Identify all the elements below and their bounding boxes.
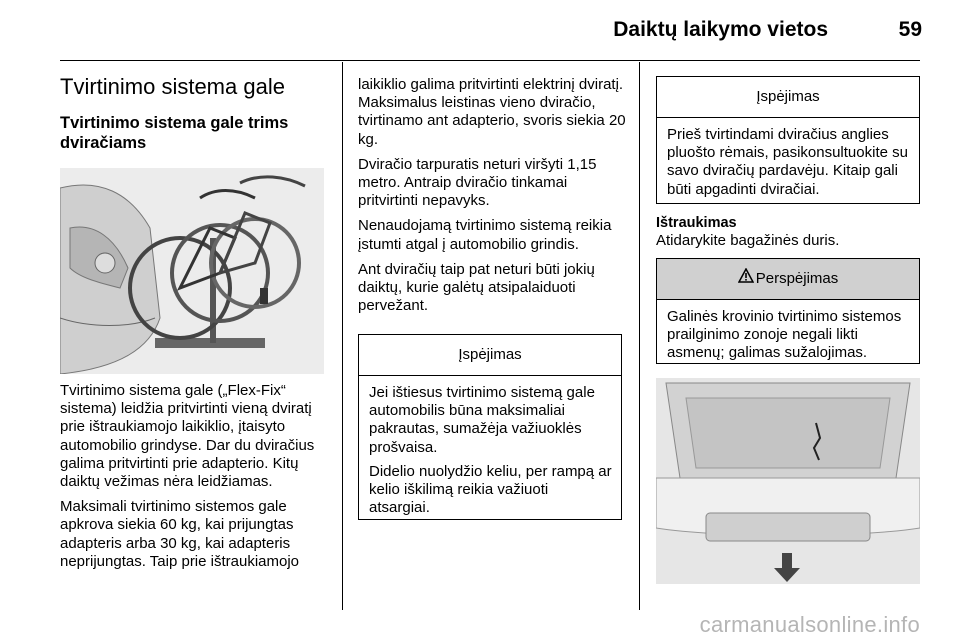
extension-section bbox=[656, 214, 920, 250]
paragraph: Jei ištiesus tvirtinimo sistemą gale automobilis būna maksimaliai pakrautas, sumažėja važiuoklės prošvaisa. bbox=[369, 384, 595, 456]
paragraph: Maksimali tvirtinimo sistemos gale apkrova siekia 60 kg, kai prijungtas adapteris arba 30 kg, kai adapteris neprijungtas. Taip prie ištraukiamojo bbox=[60, 498, 300, 570]
notice-body bbox=[359, 376, 621, 529]
notice-box-clearance bbox=[358, 334, 622, 520]
subsection-title: Tvirtinimo sistema gale trims dviračiams bbox=[60, 114, 289, 152]
extension-text: Atidarykite bagažinės duris. bbox=[656, 232, 840, 250]
paragraph: Prieš tvirtindami dviračius anglies pluošto rėmais, pasikonsultuokite su savo dviračių pardavėju. Kitaip gali būti apgadinti dviračiai. bbox=[667, 126, 908, 198]
paragraph: Ant dviračių taip pat neturi būti jokių daiktų, kurie galėtų atsipalaiduoti pervežant. bbox=[358, 260, 595, 315]
intro-text bbox=[60, 382, 330, 578]
running-header-title: Daiktų laikymo vietos bbox=[613, 18, 828, 41]
trunk-illustration bbox=[656, 378, 920, 584]
notice-box-carbon bbox=[656, 76, 920, 204]
section-title: Tvirtinimo sistema gale bbox=[60, 74, 285, 99]
column-divider-1 bbox=[342, 62, 343, 610]
bike-carrier-illustration bbox=[60, 168, 324, 374]
notice-title: Įspėjimas bbox=[657, 77, 919, 118]
warning-box bbox=[656, 258, 920, 364]
warning-header bbox=[657, 259, 919, 300]
paragraph: Dviračio tarpuratis neturi viršyti 1,15 metro. Antraip dviračio tinkamai pritvirtinti nepavyks. bbox=[358, 155, 597, 210]
extension-subtitle: Ištraukimas bbox=[656, 215, 737, 231]
paragraph: Tvirtinimo sistema gale („Flex-Fix“ sistema) leidžia pritvirtinti vieną dviratį prie ištraukiamojo laikiklio, įtaisyto automobilio grindyse. Dar du dviračius galima pritvirtinti prie adapterio. Kitų daiktų vežimas nėra leidžiamas. bbox=[60, 382, 315, 491]
warning-title: Perspėjimas bbox=[755, 270, 839, 288]
notice-body bbox=[657, 118, 919, 211]
column-divider-2 bbox=[639, 62, 640, 610]
paragraph: laikiklio galima pritvirtinti elektrinį dviratį. Maksimalus leistinas vieno dviračio, tvirtinamo ant adapterio, svoris siekia 20 kg. bbox=[358, 76, 626, 148]
page-number: 59 bbox=[898, 18, 922, 41]
warning-triangle-icon bbox=[738, 259, 754, 299]
continued-text bbox=[358, 76, 626, 322]
notice-title: Įspėjimas bbox=[359, 335, 621, 376]
paragraph: Galinės krovinio tvirtinimo sistemos prailginimo zonoje negali likti asmenų; galimas sužalojimas. bbox=[667, 308, 902, 362]
paragraph: Didelio nuolydžio keliu, per rampą ar kelio iškilimą reikia važiuoti atsargiai. bbox=[369, 462, 612, 517]
paragraph: Nenaudojamą tvirtinimo sistemą reikia įstumti atgal į automobilio grindis. bbox=[358, 217, 612, 253]
header-divider bbox=[60, 60, 920, 61]
watermark: carmanualsonline.info bbox=[699, 612, 920, 637]
warning-body bbox=[657, 300, 919, 375]
